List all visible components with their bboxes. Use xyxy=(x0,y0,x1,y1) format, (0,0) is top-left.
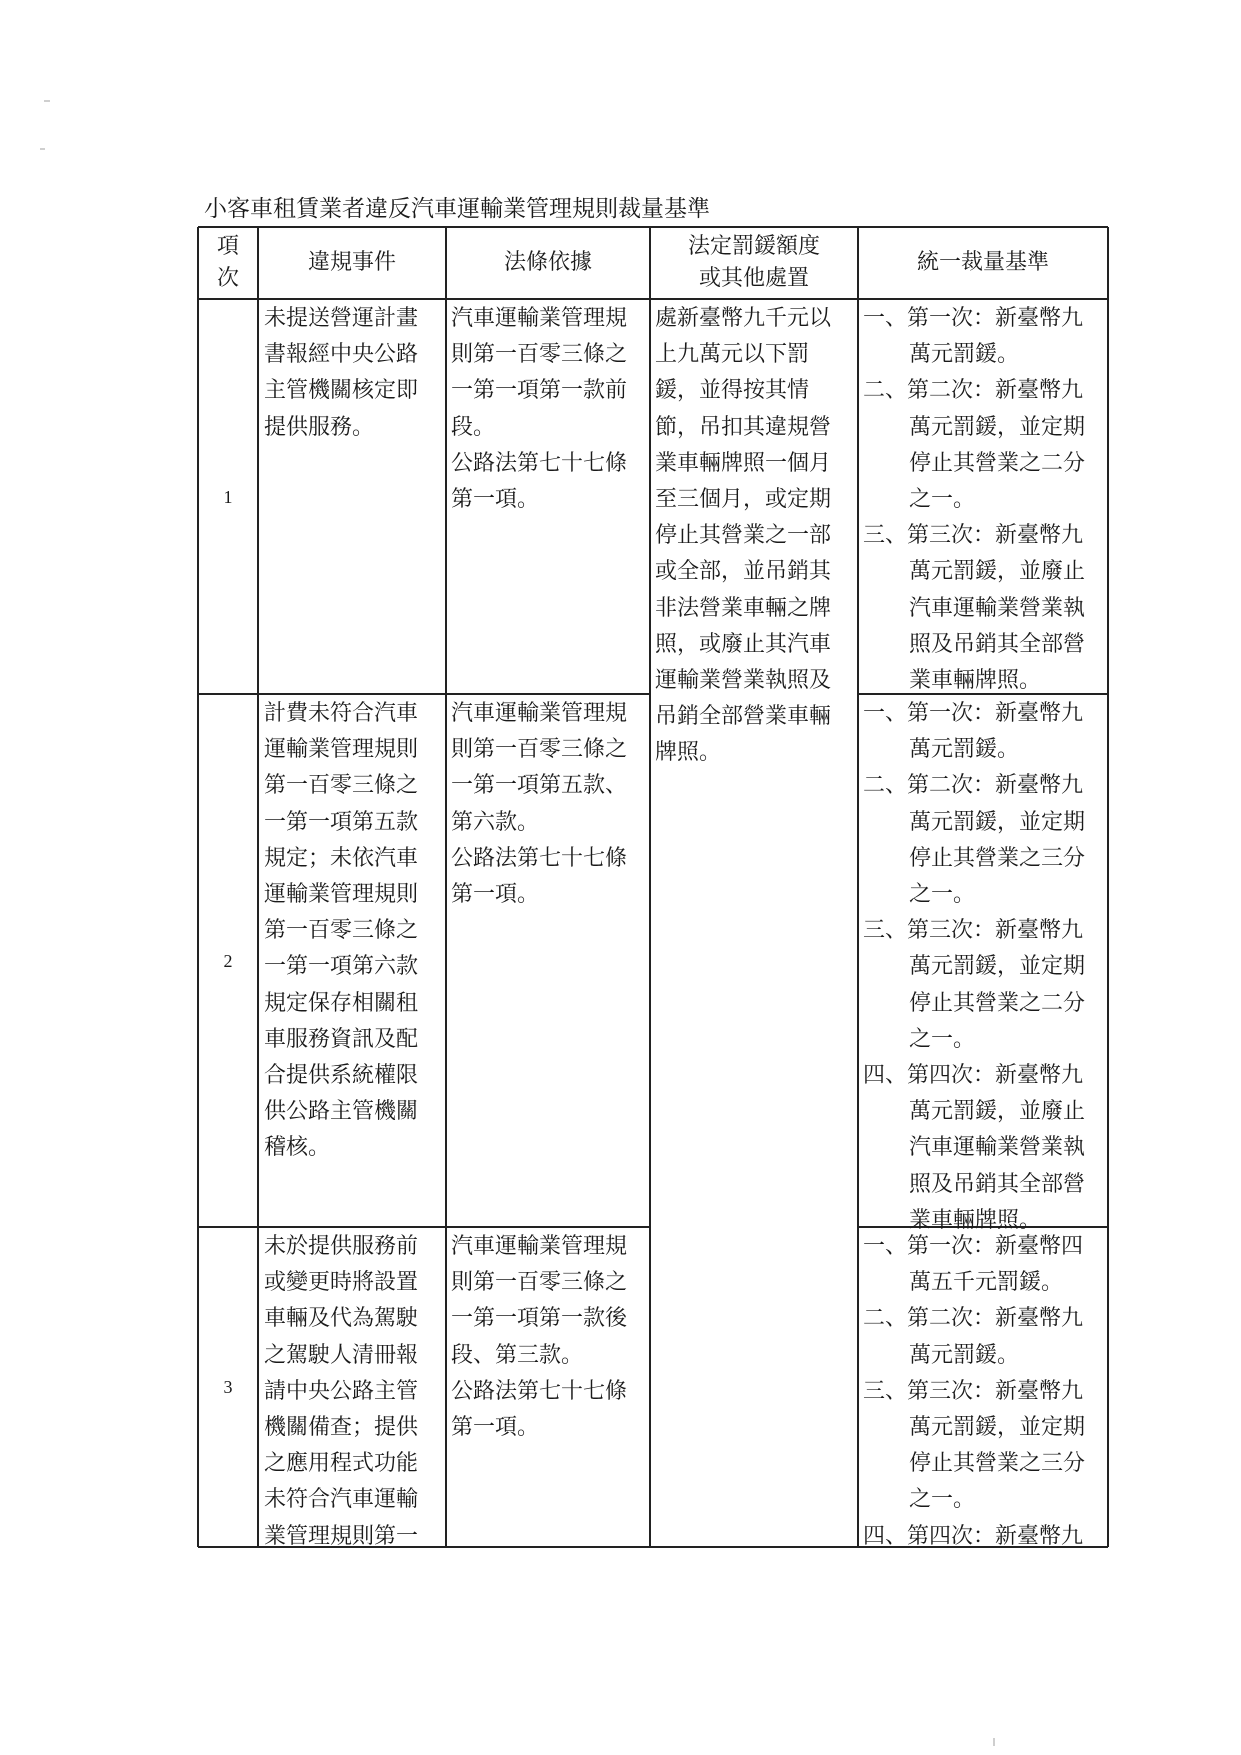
standard-line: 業車輛牌照。 xyxy=(909,668,1042,694)
header-legal-basis-line: 法條依據 xyxy=(503,250,592,275)
table-rule xyxy=(649,227,651,1547)
violation-line: 運輸業管理規則 xyxy=(264,737,419,763)
standard-line: 停止其營業之二分 xyxy=(909,450,1086,476)
penalty-line: 至三個月，或定期 xyxy=(655,487,832,513)
violation-line: 合提供系統權限 xyxy=(264,1063,419,1089)
scan-speck xyxy=(40,148,45,150)
legal-basis-cell xyxy=(451,1229,649,1446)
standard-line: 汽車運輸業營業執 xyxy=(909,595,1086,621)
legal-line: 則第一百零三條之 xyxy=(451,342,628,368)
standard-line: 停止其營業之三分 xyxy=(909,845,1086,871)
legal-line: 段、第三款。 xyxy=(451,1342,584,1368)
legal-line: 則第一百零三條之 xyxy=(451,1270,628,1296)
table-rule xyxy=(257,227,259,1547)
legal-line: 汽車運輸業管理規 xyxy=(451,1234,628,1259)
legal-line: 一第一項第一款前 xyxy=(451,378,628,404)
row-number: 2 xyxy=(223,950,233,971)
standard-line: 萬元罰鍰。 xyxy=(909,1342,1020,1368)
legal-basis-cell xyxy=(451,301,649,518)
standard-line: 四、第四次：新臺幣九 xyxy=(863,1523,1084,1549)
standard-line: 三、第三次：新臺幣九 xyxy=(863,1378,1084,1404)
standard-line: 萬元罰鍰，並廢止 xyxy=(909,1099,1086,1125)
penalty-line: 停止其營業之一部 xyxy=(655,523,832,549)
penalty-cell xyxy=(655,301,857,772)
violation-line: 規定保存相關租 xyxy=(264,990,419,1016)
violation-line: 或變更時將設置 xyxy=(264,1270,419,1296)
standard-line: 二、第二次：新臺幣九 xyxy=(863,1306,1084,1332)
violation-line: 車服務資訊及配 xyxy=(264,1026,419,1052)
violation-line: 主管機關核定即 xyxy=(264,378,419,404)
document-title: 小客車租賃業者違反汽車運輸業管理規則裁量基準 xyxy=(204,196,710,222)
penalty-line: 節，吊扣其違規營 xyxy=(655,414,832,440)
header-penalty-line: 或其他處置 xyxy=(698,266,809,291)
standard-line: 一、第一次：新臺幣四 xyxy=(863,1234,1084,1259)
scan-speck xyxy=(993,1738,995,1746)
legal-line: 一第一項第一款後 xyxy=(451,1306,628,1332)
standard-line: 之一。 xyxy=(909,1487,976,1513)
legal-line: 段。 xyxy=(451,414,496,440)
standard-line: 照及吊銷其全部營 xyxy=(909,631,1086,657)
penalty-line: 非法營業車輛之牌 xyxy=(655,595,832,621)
violation-line: 之應用程式功能 xyxy=(264,1451,419,1477)
violation-line: 未於提供服務前 xyxy=(264,1234,419,1259)
standard-line: 萬五千元罰鍰。 xyxy=(909,1270,1064,1296)
standard-line: 一、第一次：新臺幣九 xyxy=(863,306,1084,331)
scan-speck xyxy=(44,100,50,102)
standard-line: 照及吊銷其全部營 xyxy=(909,1171,1086,1197)
legal-line: 第一項。 xyxy=(451,487,540,513)
violation-line: 提供服務。 xyxy=(264,414,375,440)
penalty-line: 處新臺幣九千元以 xyxy=(655,306,832,331)
legal-line: 第六款。 xyxy=(451,809,540,835)
legal-basis-cell xyxy=(451,696,649,913)
standard-line: 四、第四次：新臺幣九 xyxy=(863,1063,1084,1089)
header-item-no xyxy=(198,227,258,299)
violation-line: 規定；未依汽車 xyxy=(264,845,419,871)
standard-line: 二、第二次：新臺幣九 xyxy=(863,773,1084,799)
violation-line: 第一百零三條之 xyxy=(264,773,419,799)
penalty-line: 或全部，並吊銷其 xyxy=(655,559,832,585)
violation-line: 請中央公路主管 xyxy=(264,1378,419,1404)
violation-line: 計費未符合汽車 xyxy=(264,701,419,726)
standard-line: 二、第二次：新臺幣九 xyxy=(863,378,1084,404)
standard-line: 萬元罰鍰，並定期 xyxy=(909,809,1086,835)
legal-line: 汽車運輸業管理規 xyxy=(451,701,628,726)
penalty-line: 牌照。 xyxy=(655,740,722,766)
violation-line: 未提送營運計畫 xyxy=(264,306,419,331)
legal-line: 第一項。 xyxy=(451,1415,540,1441)
penalty-line: 鍰，並得按其情 xyxy=(655,378,810,404)
standard-line: 之一。 xyxy=(909,1026,976,1052)
penalty-line: 上九萬元以下罰 xyxy=(655,342,810,368)
legal-line: 汽車運輸業管理規 xyxy=(451,306,628,331)
header-item-no-line: 項 xyxy=(216,234,239,259)
standard-line: 之一。 xyxy=(909,882,976,908)
header-item-no-line: 次 xyxy=(216,266,239,291)
penalty-line: 照，或廢止其汽車 xyxy=(655,631,832,657)
table-rule xyxy=(197,227,199,1547)
header-violation-line: 違規事件 xyxy=(307,250,396,275)
standard-cell xyxy=(863,696,1107,1239)
standard-line: 業車輛牌照。 xyxy=(909,1207,1042,1233)
violation-cell xyxy=(264,696,444,1167)
standard-line: 萬元罰鍰，並廢止 xyxy=(909,559,1086,585)
violation-line: 稽核。 xyxy=(264,1135,331,1161)
violation-cell xyxy=(264,301,444,446)
header-penalty-line: 法定罰鍰額度 xyxy=(687,234,820,259)
violation-line: 車輛及代為駕駛 xyxy=(264,1306,419,1332)
penalty-line: 業車輛牌照一個月 xyxy=(655,450,832,476)
standard-line: 萬元罰鍰。 xyxy=(909,737,1020,763)
violation-cell xyxy=(264,1229,444,1555)
table-rule xyxy=(198,1226,650,1228)
standard-line: 停止其營業之三分 xyxy=(909,1451,1086,1477)
standard-line: 萬元罰鍰。 xyxy=(909,342,1020,368)
legal-line: 公路法第七十七條 xyxy=(451,450,628,476)
legal-line: 公路法第七十七條 xyxy=(451,1378,628,1404)
standard-line: 之一。 xyxy=(909,487,976,513)
violation-line: 一第一項第六款 xyxy=(264,954,419,980)
violation-line: 業管理規則第一 xyxy=(264,1523,419,1549)
header-legal-basis xyxy=(446,227,650,299)
violation-line: 未符合汽車運輸 xyxy=(264,1487,419,1513)
standard-line: 一、第一次：新臺幣九 xyxy=(863,701,1084,726)
violation-line: 書報經中央公路 xyxy=(264,342,419,368)
legal-line: 公路法第七十七條 xyxy=(451,845,628,871)
legal-line: 一第一項第五款、 xyxy=(451,773,628,799)
table-rule xyxy=(1107,227,1109,1547)
violation-line: 之駕駛人清冊報 xyxy=(264,1342,419,1368)
header-violation xyxy=(258,227,446,299)
header-standard-line: 統一裁量基準 xyxy=(916,250,1049,275)
violation-line: 運輸業管理規則 xyxy=(264,882,419,908)
violation-line: 機關備查；提供 xyxy=(264,1415,419,1441)
table-rule xyxy=(198,693,650,695)
standard-line: 汽車運輸業營業執 xyxy=(909,1135,1086,1161)
violation-line: 供公路主管機關 xyxy=(264,1099,419,1125)
row-number: 3 xyxy=(223,1377,233,1397)
standard-cell xyxy=(863,1229,1107,1555)
standard-line: 萬元罰鍰，並定期 xyxy=(909,1415,1086,1441)
standard-line: 三、第三次：新臺幣九 xyxy=(863,918,1084,944)
penalty-line: 運輸業營業執照及 xyxy=(655,668,832,694)
header-penalty xyxy=(650,227,858,299)
legal-line: 第一項。 xyxy=(451,882,540,908)
standard-line: 停止其營業之二分 xyxy=(909,990,1086,1016)
row-number: 1 xyxy=(223,486,233,507)
violation-line: 一第一項第五款 xyxy=(264,809,419,835)
standard-line: 三、第三次：新臺幣九 xyxy=(863,523,1084,549)
table-rule xyxy=(857,227,859,1547)
legal-line: 則第一百零三條之 xyxy=(451,737,628,763)
header-standard xyxy=(858,227,1108,299)
standard-line: 萬元罰鍰，並定期 xyxy=(909,414,1086,440)
violation-line: 第一百零三條之 xyxy=(264,918,419,944)
table-rule xyxy=(445,227,447,1547)
penalty-line: 吊銷全部營業車輛 xyxy=(655,704,832,730)
standard-line: 萬元罰鍰，並定期 xyxy=(909,954,1086,980)
standard-cell xyxy=(863,301,1107,699)
